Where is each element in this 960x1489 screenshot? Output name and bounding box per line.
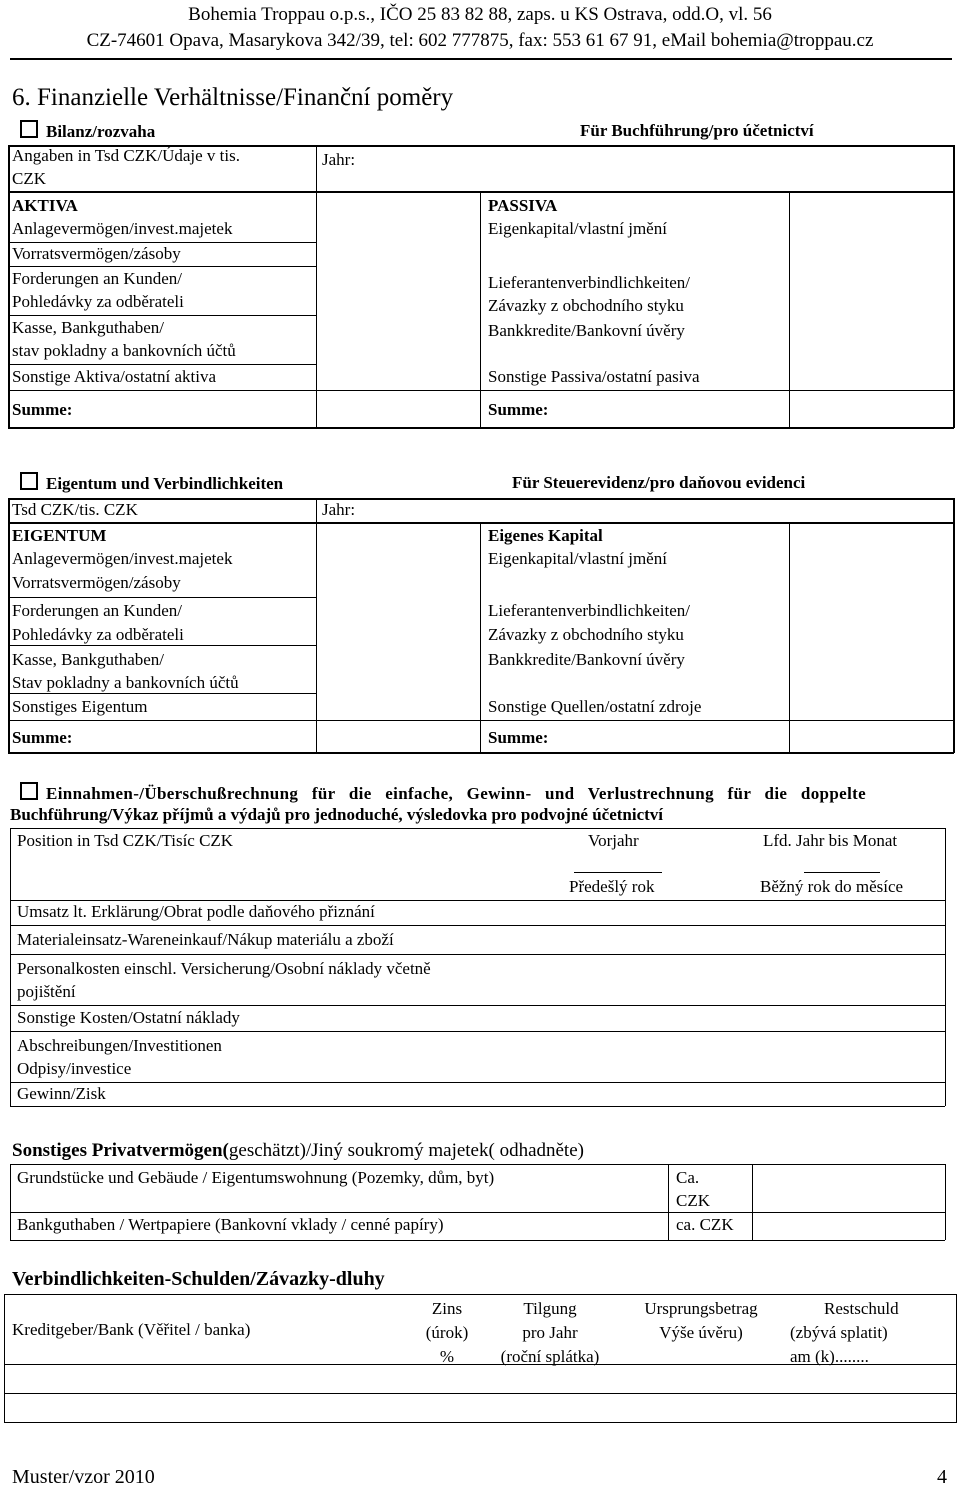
header-line-2: CZ-74601 Opava, Masarykova 342/39, tel: 602 777875, fax: 553 61 67 91, eMail bohemia@troppau.cz bbox=[86, 30, 874, 51]
passiva-row: Eigenkapital/vlastní jmění bbox=[488, 219, 667, 238]
schulden-col-4-line: Výše úvěru) bbox=[659, 1323, 743, 1342]
schulden-col-4 bbox=[630, 1297, 772, 1345]
aktiva-row: Anlagevermögen/invest.majetek bbox=[12, 219, 233, 238]
privat-heading bbox=[12, 1140, 584, 1162]
aktiva-row: Vorratsvermögen/zásoby bbox=[12, 244, 181, 263]
einnahmen-row: Personalkosten einschl. Versicherung/Osobní náklady včetně bbox=[17, 959, 431, 978]
einnahmen-title-1: Einnahmen-/Überschußrechnung für die einfache, Gewinn- und Verlustrechnung für die doppelte bbox=[46, 784, 867, 803]
privat-row-2-value: ca. CZK bbox=[676, 1215, 734, 1234]
aktiva-row: Sonstige Aktiva/ostatní aktiva bbox=[12, 367, 216, 386]
eigentum-label: EIGENTUM bbox=[12, 526, 107, 545]
page-number: 4 bbox=[937, 1466, 947, 1488]
schulden-col-4-line: Ursprungsbetrag bbox=[644, 1299, 758, 1318]
schulden-col-5-line: (zbývá splatit) bbox=[790, 1323, 888, 1342]
col-lfd: Lfd. Jahr bis Monat bbox=[763, 831, 898, 850]
privat-row-1-value: Ca. bbox=[676, 1168, 700, 1187]
passiva-sum: Summe: bbox=[488, 400, 549, 419]
eigentum-row: Forderungen an Kunden/ bbox=[12, 601, 182, 620]
checkbox-icon[interactable] bbox=[20, 120, 38, 138]
aktiva-label: AKTIVA bbox=[12, 196, 78, 215]
eigentum-year-label: Jahr: bbox=[322, 500, 356, 519]
eigentum-row: Anlagevermögen/invest.majetek bbox=[12, 549, 233, 568]
kapital-row: Bankkredite/Bankovní úvěry bbox=[488, 650, 685, 669]
eigentum-row: Vorratsvermögen/zásoby bbox=[12, 573, 181, 592]
eigentum-row: Sonstiges Eigentum bbox=[12, 697, 148, 716]
eigentum-row: Pohledávky za odběrateli bbox=[12, 625, 184, 644]
privat-row-1: Grundstücke und Gebäude / Eigentumswohnung (Pozemky, dům, byt) bbox=[17, 1168, 495, 1187]
aktiva-sum: Summe: bbox=[12, 400, 73, 419]
col-lfd-2: Běžný rok do měsíce bbox=[760, 877, 904, 896]
vorjahr-underline bbox=[574, 872, 662, 873]
col-position: Position in Tsd CZK/Tisíc CZK bbox=[17, 831, 234, 850]
bilanz-units: Angaben in Tsd CZK/Údaje v tis. bbox=[12, 146, 240, 165]
privat-title-rest: geschätzt)/Jiný soukromý majetek( odhadněte) bbox=[228, 1140, 584, 1161]
header-divider bbox=[10, 58, 952, 60]
kapital-row: Lieferantenverbindlichkeiten/ bbox=[488, 601, 691, 620]
aktiva-row: Forderungen an Kunden/ bbox=[12, 269, 182, 288]
schulden-col-5-line: am (k)........ bbox=[790, 1347, 869, 1366]
einnahmen-row: Materialeinsatz-Wareneinkauf/Nákup materiálu a zboží bbox=[17, 930, 394, 949]
schulden-col-2-line: % bbox=[439, 1347, 455, 1366]
einnahmen-row: Abschreibungen/Investitionen bbox=[17, 1036, 222, 1055]
kapital-row: Eigenkapital/vlastní jmění bbox=[488, 549, 667, 568]
bilanz-right-title: Für Buchführung/pro účetnictví bbox=[580, 121, 814, 140]
einnahmen-row: pojištění bbox=[17, 982, 76, 1001]
schulden-col-3 bbox=[490, 1297, 610, 1369]
einnahmen-row: Sonstige Kosten/Ostatní náklady bbox=[17, 1008, 240, 1027]
aktiva-row: stav pokladny a bankovních účtů bbox=[12, 341, 236, 360]
eigentum-right-title: Für Steuerevidenz/pro daňovou evidenci bbox=[512, 473, 806, 492]
einnahmen-row: Gewinn/Zisk bbox=[17, 1084, 106, 1103]
footer-left: Muster/vzor 2010 bbox=[12, 1466, 155, 1488]
passiva-row: Závazky z obchodního styku bbox=[488, 296, 684, 315]
aktiva-row: Pohledávky za odběrateli bbox=[12, 292, 184, 311]
section-title: 6. Finanzielle Verhältnisse/Finanční poměry bbox=[12, 84, 454, 111]
einnahmen-title-2: Buchführung/Výkaz příjmů a výdajů pro jednoduché, výsledovka pro podvojné účetnictví bbox=[10, 805, 664, 824]
passiva-row: Sonstige Passiva/ostatní pasiva bbox=[488, 367, 700, 386]
kapital-row: Sonstige Quellen/ostatní zdroje bbox=[488, 697, 702, 716]
eigentum-heading bbox=[20, 472, 283, 494]
privat-row-2: Bankguthaben / Wertpapiere (Bankovní vklady / cenné papíry) bbox=[17, 1215, 444, 1234]
schulden-col-3-line: Tilgung bbox=[523, 1299, 577, 1318]
eigentum-row: Stav pokladny a bankovních účtů bbox=[12, 673, 239, 692]
header-line-1: Bohemia Troppau o.p.s., IČO 25 83 82 88, zaps. u KS Ostrava, odd.O, vl. 56 bbox=[188, 4, 772, 25]
schulden-col-2-line: (úrok) bbox=[425, 1323, 469, 1342]
passiva-label: PASSIVA bbox=[488, 196, 558, 215]
privat-title-bold: Sonstiges Privatvermögen( bbox=[12, 1140, 229, 1161]
privat-row-1-value-2: CZK bbox=[676, 1191, 710, 1210]
kapital-row: Závazky z obchodního styku bbox=[488, 625, 684, 644]
col-vorjahr-2: Předešlý rok bbox=[569, 877, 655, 896]
schulden-col-3-line: pro Jahr bbox=[522, 1323, 578, 1342]
bilanz-heading bbox=[20, 120, 155, 142]
col-vorjahr: Vorjahr bbox=[588, 831, 639, 850]
lfd-underline bbox=[804, 872, 880, 873]
eigentum-title: Eigentum und Verbindlichkeiten bbox=[46, 474, 284, 493]
schulden-col-2-line: Zins bbox=[431, 1299, 463, 1318]
schulden-col-5 bbox=[790, 1297, 899, 1369]
eigentum-sum: Summe: bbox=[12, 728, 73, 747]
kapital-label: Eigenes Kapital bbox=[488, 526, 603, 545]
bilanz-units-2: CZK bbox=[12, 169, 46, 188]
schulden-col-2 bbox=[406, 1297, 488, 1369]
schulden-col-5-line: Restschuld bbox=[824, 1299, 899, 1318]
passiva-row: Lieferantenverbindlichkeiten/ bbox=[488, 273, 691, 292]
checkbox-icon[interactable] bbox=[20, 472, 38, 490]
passiva-row: Bankkredite/Bankovní úvěry bbox=[488, 321, 685, 340]
aktiva-row: Kasse, Bankguthaben/ bbox=[12, 318, 165, 337]
checkbox-icon[interactable] bbox=[20, 782, 38, 800]
bilanz-year-label: Jahr: bbox=[322, 150, 356, 169]
schulden-col-1: Kreditgeber/Bank (Věřitel / banka) bbox=[12, 1320, 251, 1339]
schulden-col-3-line: (roční splátka) bbox=[500, 1347, 600, 1366]
bilanz-title: Bilanz/rozvaha bbox=[46, 122, 156, 141]
einnahmen-heading bbox=[20, 782, 866, 804]
kapital-sum: Summe: bbox=[488, 728, 549, 747]
einnahmen-row: Odpisy/investice bbox=[17, 1059, 132, 1078]
schulden-title: Verbindlichkeiten-Schulden/Závazky-dluhy bbox=[12, 1268, 385, 1290]
eigentum-row: Kasse, Bankguthaben/ bbox=[12, 650, 165, 669]
einnahmen-row: Umsatz lt. Erklärung/Obrat podle daňového přiznání bbox=[17, 902, 375, 921]
eigentum-units: Tsd CZK/tis. CZK bbox=[12, 500, 138, 519]
